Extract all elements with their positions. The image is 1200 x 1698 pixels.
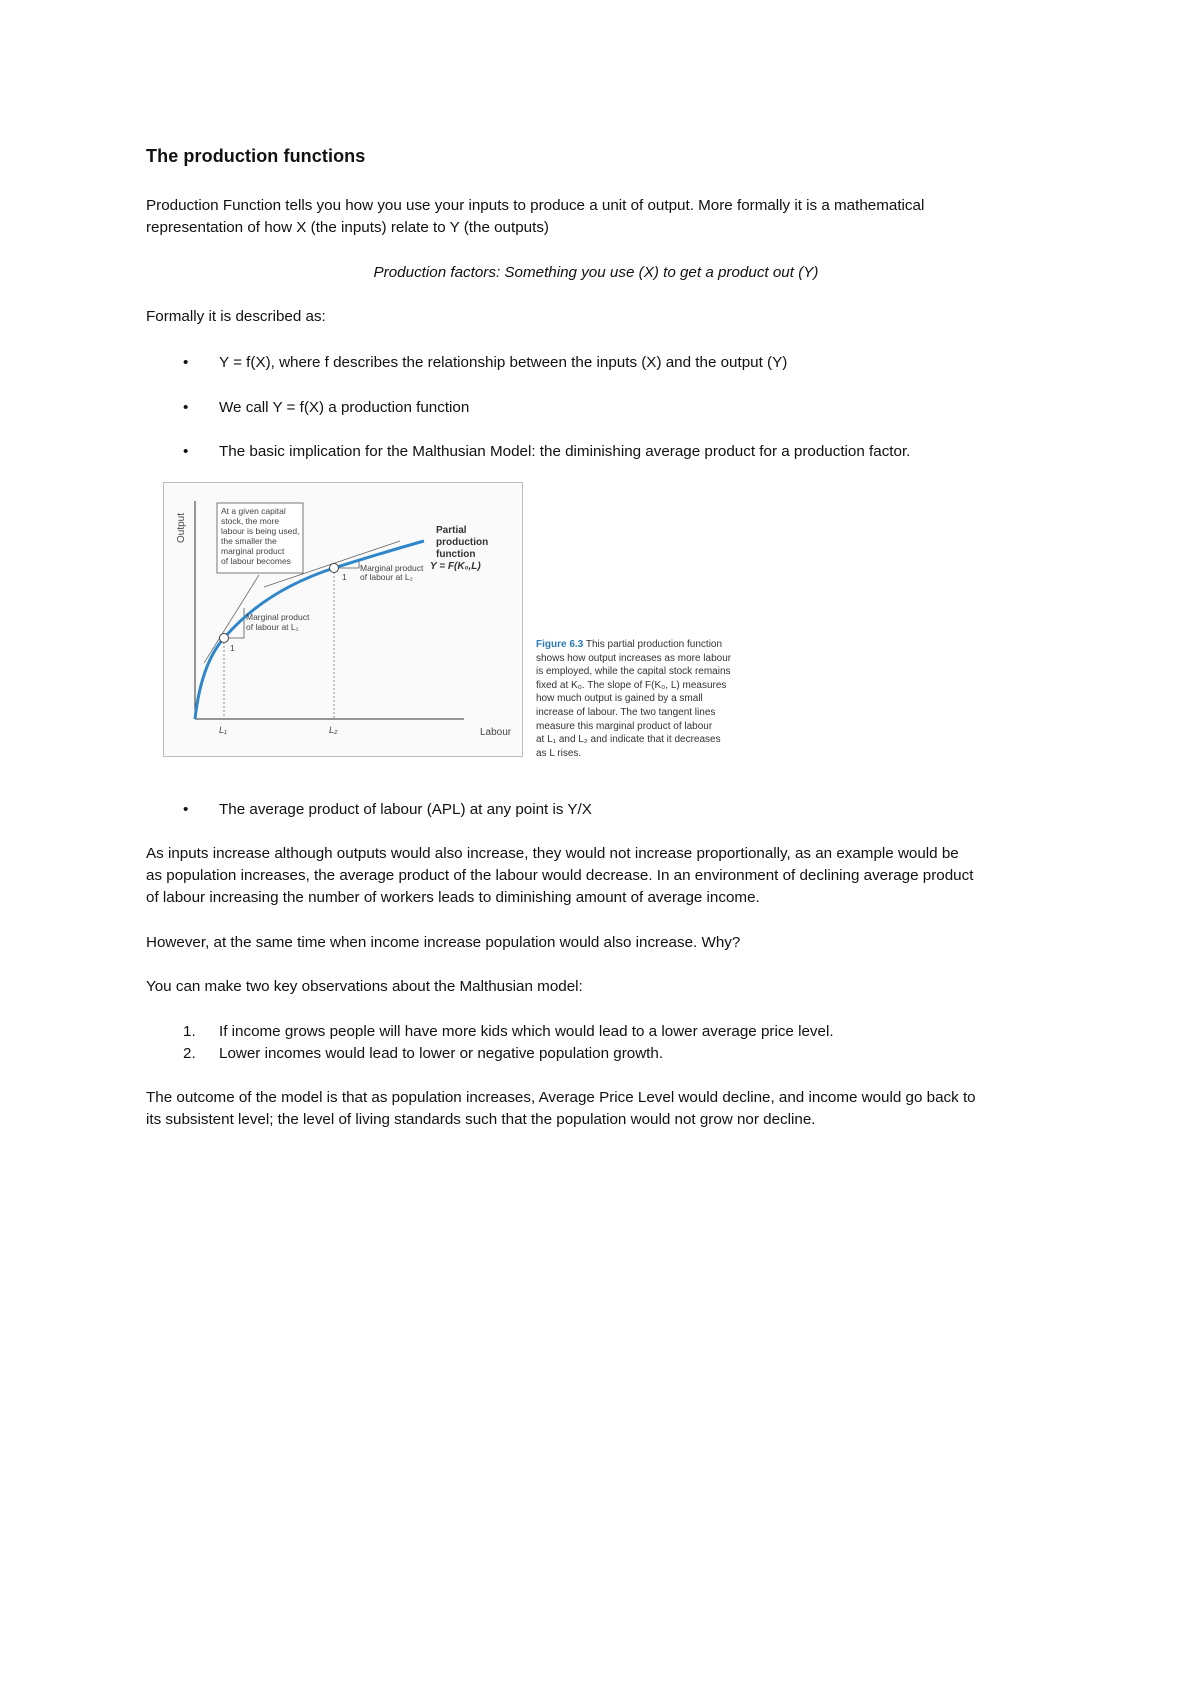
intro-line-1: Production Function tells you how you use your inputs to produce a unit of output. More formally it is a mathematical: [146, 197, 925, 214]
inputs-line-1: As inputs increase although outputs would also increase, they would not increase proportionally, as an example would be: [146, 845, 959, 862]
list-text: If income grows people will have more kids which would lead to a lower average price level.: [219, 1023, 834, 1040]
formally-text: Formally it is described as:: [146, 308, 326, 325]
production-function-diagram: [164, 483, 522, 756]
caption-line: shows how output increases as more labour: [536, 652, 732, 664]
list-text: Lower incomes would lead to lower or negative population growth.: [219, 1045, 664, 1062]
observations-intro-text: You can make two key observations about the Malthusian model:: [146, 978, 583, 995]
inputs-paragraph: [146, 843, 1056, 909]
l1-tick-label: L₁: [219, 725, 227, 735]
bullet-icon: •: [183, 399, 189, 416]
figure-caption: [536, 638, 771, 760]
bullet-text: Y = f(X), where f describes the relationship between the inputs (X) and the output (Y): [219, 354, 788, 371]
mp-l1-line: of labour at L₁: [246, 622, 299, 632]
caption-line: This partial production function: [585, 639, 723, 650]
caption-line: as L rises.: [536, 747, 582, 759]
intro-paragraph: [146, 195, 1046, 239]
list-number: 1.: [183, 1023, 196, 1040]
x-axis-label: Labour: [480, 727, 512, 738]
caption-line: increase of labour. The two tangent lines: [536, 706, 716, 718]
bullet-text: The basic implication for the Malthusian Model: the diminishing average product for a production factor.: [219, 443, 911, 460]
observations-intro: [146, 976, 1056, 998]
mp-l2-line: of labour at L₂: [360, 572, 413, 582]
unit-label-l2: 1: [342, 572, 347, 582]
note-line: labour is being used,: [221, 526, 300, 536]
caption-line: at L₁ and L₂ and indicate that it decreases: [536, 734, 721, 746]
note-line: stock, the more: [221, 516, 280, 526]
y-axis-label: Output: [176, 512, 187, 543]
italic-definition: Production factors: Something you use (X) to get a product out (Y): [373, 264, 819, 281]
curve-formula: Y = F(K₀,L): [430, 561, 481, 572]
bullet-icon: •: [183, 443, 189, 460]
note-line: marginal product: [221, 546, 285, 556]
unit-label-l1: 1: [230, 643, 235, 653]
outcome-line-1: The outcome of the model is that as population increases, Average Price Level would decline, and income would go back to: [146, 1089, 976, 1106]
mp-l2-line: Marginal product: [360, 563, 424, 573]
l2-tick-label: L₂: [329, 725, 338, 735]
caption-line: measure this marginal product of labour: [536, 720, 713, 732]
point-l1: [220, 634, 229, 643]
page-title: The production functions: [146, 146, 366, 166]
however-paragraph: [146, 932, 1056, 954]
however-text: However, at the same time when income increase population would also increase. Why?: [146, 934, 741, 951]
inputs-line-3: of labour increasing the number of workers leads to diminishing amount of average income.: [146, 889, 760, 906]
caption-line: how much output is gained by a small: [536, 693, 703, 705]
production-function-figure: [163, 482, 523, 757]
outcome-line-2: its subsistent level; the level of living standards such that the population would not grow nor decline.: [146, 1111, 816, 1128]
bullet-icon: •: [183, 801, 189, 818]
caption-figure-label: Figure 6.3: [536, 639, 584, 650]
outcome-paragraph: [146, 1087, 1056, 1131]
list-number: 2.: [183, 1045, 196, 1062]
intro-line-2: representation of how X (the inputs) relate to Y (the outputs): [146, 219, 549, 236]
curve-label-line: Partial: [436, 525, 467, 536]
bullet-text: The average product of labour (APL) at any point is Y/X: [219, 801, 592, 818]
bullet-text: We call Y = f(X) a production function: [219, 399, 470, 416]
caption-line: fixed at K₀. The slope of F(K₀, L) measures: [536, 679, 727, 691]
curve-label-line: production: [436, 537, 489, 548]
bullet-icon: •: [183, 354, 189, 371]
note-line: the smaller the: [221, 536, 277, 546]
caption-line: is employed, while the capital stock remains: [536, 666, 731, 678]
point-l2: [330, 564, 339, 573]
note-line: At a given capital: [221, 506, 286, 516]
inputs-line-2: as population increases, the average product of the labour would decrease. In an environment of declining average product: [146, 867, 974, 884]
curve-label-line: function: [436, 549, 476, 560]
note-line: of labour becomes: [221, 556, 291, 566]
mp-l1-line: Marginal product: [246, 612, 310, 622]
